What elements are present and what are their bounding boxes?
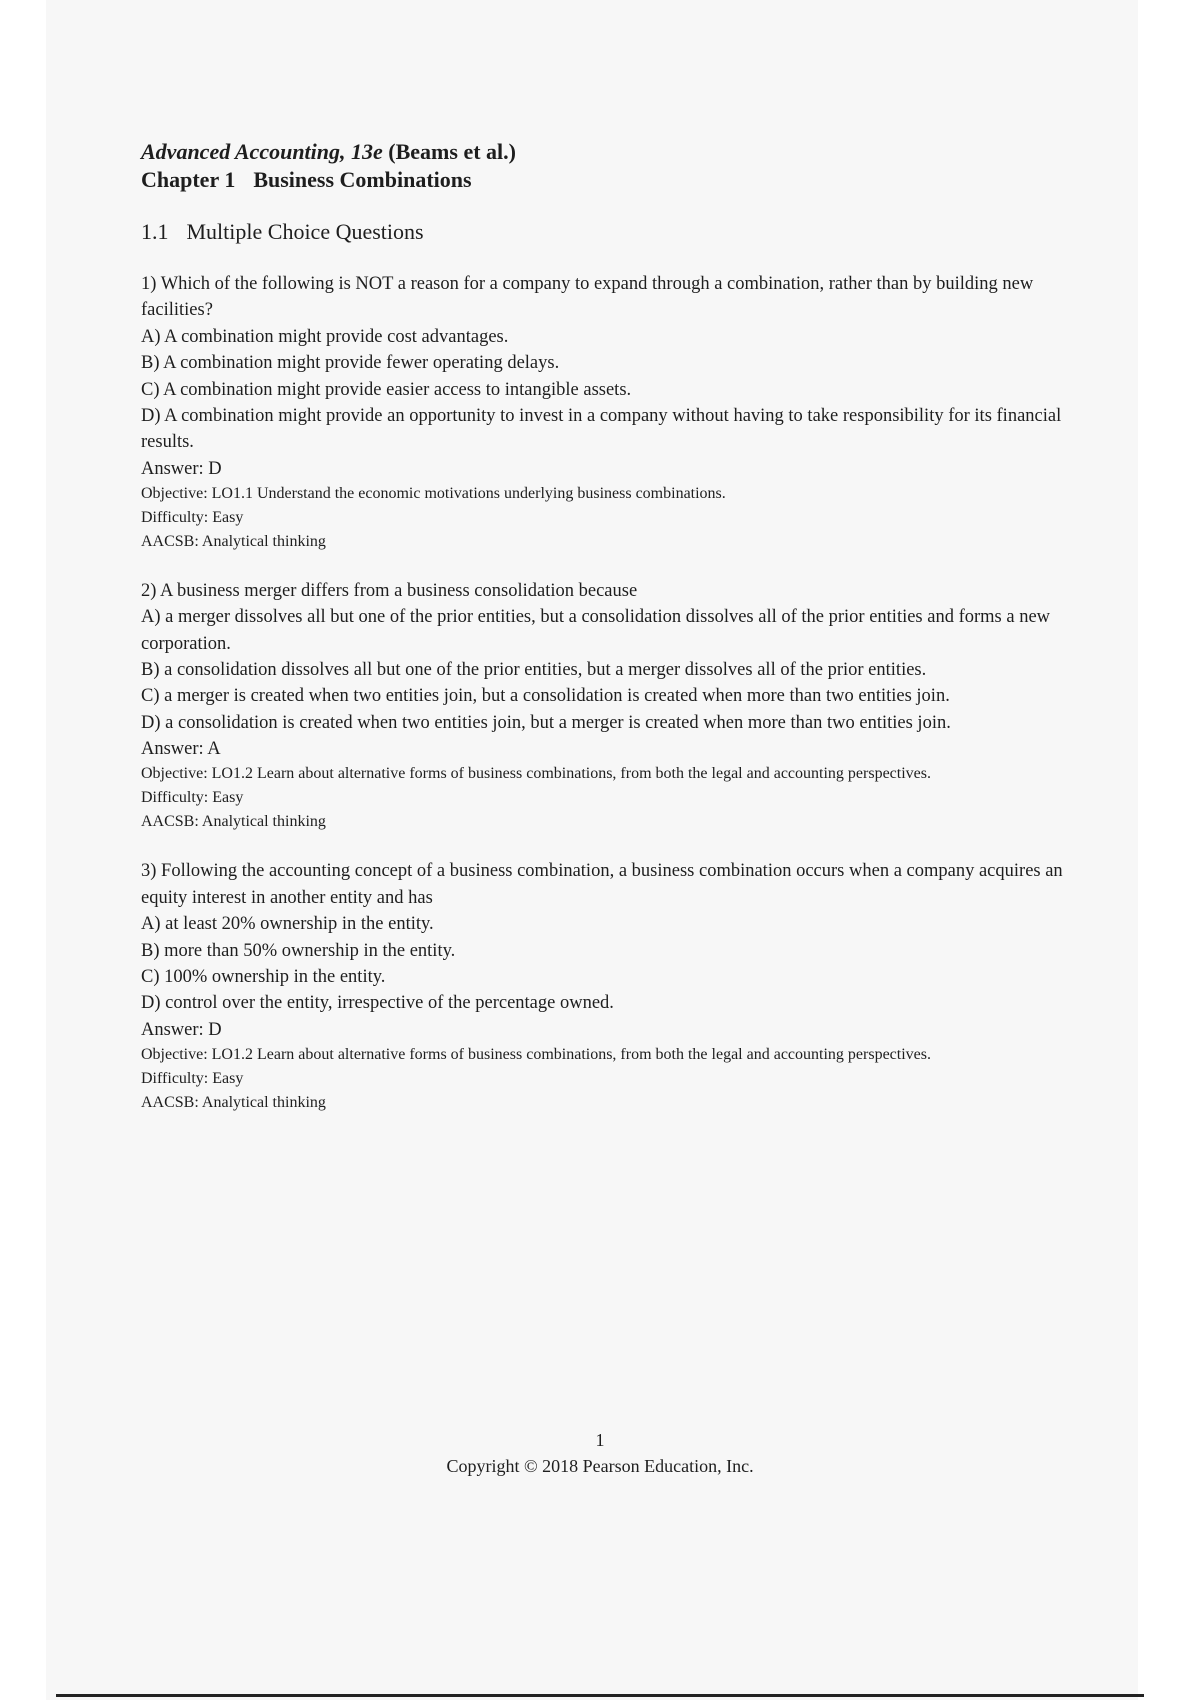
option-d: D) control over the entity, irrespective of the percentage owned.	[141, 993, 614, 1014]
aacsb: AACSB: Analytical thinking	[141, 1093, 326, 1111]
section-number: 1.1	[141, 219, 169, 244]
answer: Answer: D	[141, 1019, 222, 1040]
section-name: Multiple Choice Questions	[186, 219, 424, 244]
book-title	[141, 138, 1081, 166]
aacsb: AACSB: Analytical thinking	[141, 532, 326, 550]
option-d: D) A combination might provide an opportunity to invest in a company without having to take responsibility for its financial results.	[141, 406, 1062, 453]
option-b: B) a consolidation dissolves all but one of the prior entities, but a merger dissolves all of the prior entities.	[141, 660, 927, 681]
bottom-divider	[56, 1694, 1144, 1697]
book-title-authors: (Beams et al.)	[382, 139, 516, 164]
option-b: B) more than 50% ownership in the entity.	[141, 940, 456, 961]
chapter-title	[141, 166, 1081, 194]
option-b: B) A combination might provide fewer operating delays.	[141, 353, 560, 374]
option-c: C) 100% ownership in the entity.	[141, 966, 386, 987]
answer: Answer: D	[141, 458, 222, 479]
page-content	[141, 138, 1081, 1115]
objective: Objective: LO1.2 Learn about alternative forms of business combinations, from both the legal and accounting perspectives.	[141, 765, 931, 783]
option-a: A) a merger dissolves all but one of the prior entities, but a consolidation dissolves all of the prior entities and forms a new corporation.	[141, 607, 1051, 654]
copyright-notice: Copyright © 2018 Pearson Education, Inc.	[446, 1456, 754, 1476]
aacsb: AACSB: Analytical thinking	[141, 813, 326, 831]
difficulty: Difficulty: Easy	[141, 789, 244, 807]
book-title-italic: Advanced Accounting, 13e	[141, 139, 383, 164]
difficulty: Difficulty: Easy	[141, 1069, 244, 1087]
option-c: C) a merger is created when two entities join, but a consolidation is created when more than two entities join.	[141, 686, 950, 707]
question-3	[141, 858, 1081, 1114]
option-d: D) a consolidation is created when two entities join, but a merger is created when more than two entities join.	[141, 712, 951, 733]
objective: Objective: LO1.2 Learn about alternative forms of business combinations, from both the legal and accounting perspectives.	[141, 1045, 931, 1063]
question-stem: 3) Following the accounting concept of a business combination, a business combination occurs when a company acquires an equity interest in another entity and has	[141, 861, 1063, 908]
option-a: A) at least 20% ownership in the entity.	[141, 914, 434, 935]
answer: Answer: A	[141, 739, 221, 760]
question-2	[141, 578, 1081, 834]
option-c: C) A combination might provide easier access to intangible assets.	[141, 379, 632, 400]
difficulty: Difficulty: Easy	[141, 508, 244, 526]
page-number: 1	[595, 1430, 605, 1450]
chapter-label: Chapter 1	[141, 167, 236, 192]
option-a: A) A combination might provide cost advantages.	[141, 326, 509, 347]
question-stem: 1) Which of the following is NOT a reason for a company to expand through a combination, rather than by building new facilities?	[141, 274, 1034, 321]
section-title	[141, 218, 1081, 246]
question-1	[141, 271, 1081, 554]
question-stem: 2) A business merger differs from a business consolidation because	[141, 580, 638, 601]
chapter-name: Business Combinations	[253, 167, 472, 192]
objective: Objective: LO1.1 Understand the economic motivations underlying business combinations.	[141, 484, 726, 502]
